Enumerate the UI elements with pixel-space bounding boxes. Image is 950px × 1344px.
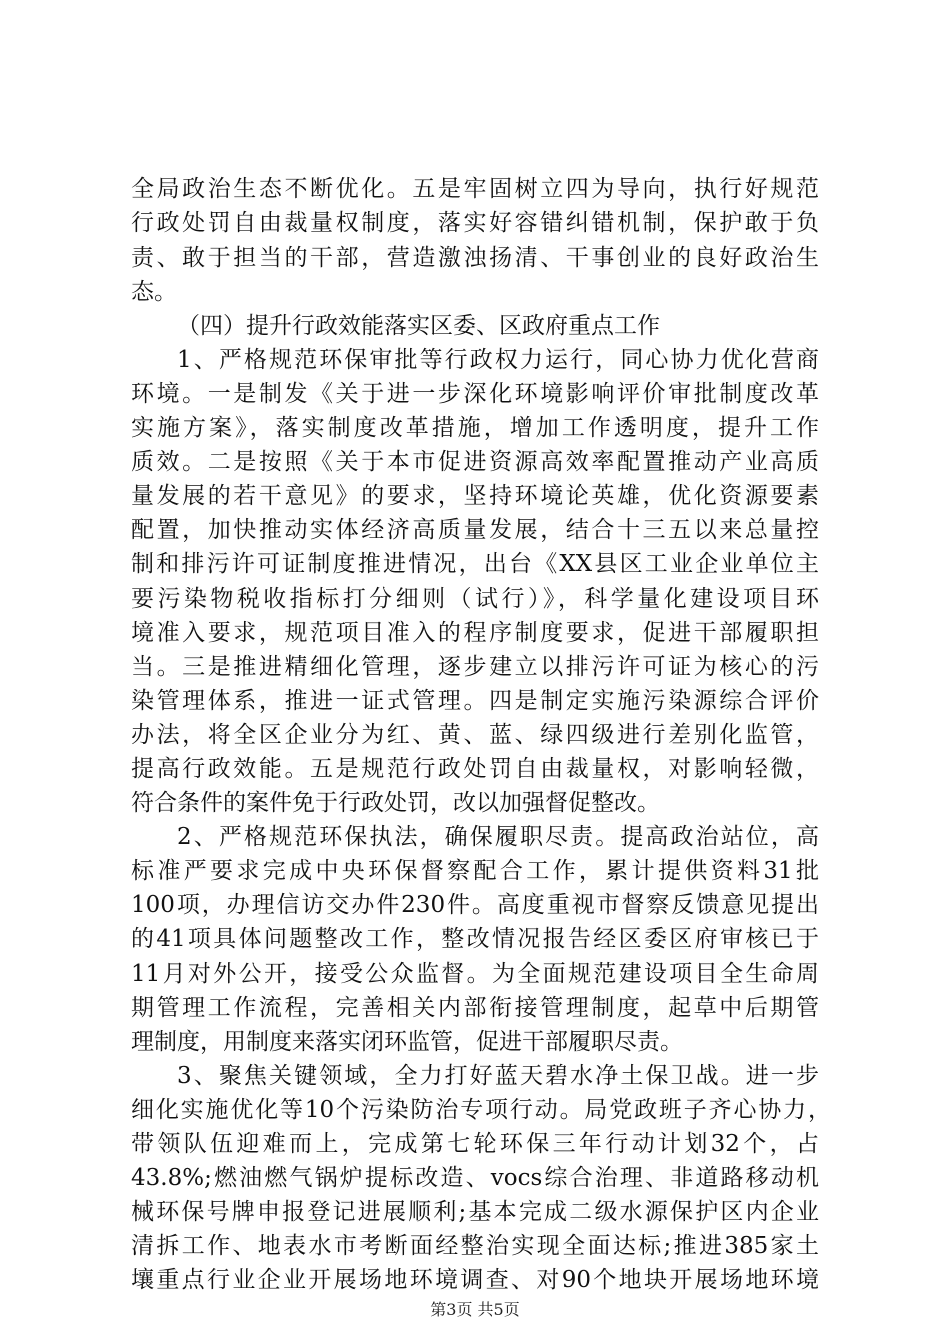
paragraph-line: 43.8%;燃油燃气锅炉提标改造、vocs综合治理、非道路移动机 xyxy=(131,1165,819,1191)
paragraph-line: 3、聚焦关键领域，全力打好蓝天碧水净土保卫战。进一步 xyxy=(177,1063,819,1089)
paragraph-line: 制和排污许可证制度推进情况，出台《XX县区工业企业单位主 xyxy=(131,551,819,577)
page-number-footer: 第3页 共5页 xyxy=(430,1300,520,1319)
paragraph-line: 清拆工作、地表水市考断面经整治实现全面达标;推进385家土 xyxy=(131,1233,819,1259)
paragraph-line: 11月对外公开，接受公众监督。为全面规范建设项目全生命周 xyxy=(131,961,819,987)
paragraph-line: 期管理工作流程，完善相关内部衔接管理制度，起草中后期管 xyxy=(131,995,819,1021)
paragraph-line: 100项，办理信访交办件230件。高度重视市督察反馈意见提出 xyxy=(131,892,819,918)
paragraph-line: 量发展的若干意见》的要求，坚持环境论英雄，优化资源要素 xyxy=(131,483,819,509)
paragraph-line: 带领队伍迎难而上，完成第七轮环保三年行动计划32个，占 xyxy=(131,1131,819,1157)
paragraph-line: 提高行政效能。五是规范行政处罚自由裁量权，对影响轻微， xyxy=(131,756,819,782)
paragraph-line: 染管理体系，推进一证式管理。四是制定实施污染源综合评价 xyxy=(131,688,819,714)
paragraph-line: 质效。二是按照《关于本市促进资源高效率配置推动产业高质 xyxy=(131,449,819,475)
paragraph-line: 境准入要求，规范项目准入的程序制度要求，促进干部履职担 xyxy=(131,620,819,646)
paragraph-line: 理制度，用制度来落实闭环监管，促进干部履职尽责。 xyxy=(131,1029,683,1055)
paragraph-line: 全局政治生态不断优化。五是牢固树立四为导向，执行好规范 xyxy=(131,176,819,202)
paragraph-line: 配置，加快推动实体经济高质量发展，结合十三五以来总量控 xyxy=(131,517,819,543)
paragraph-line: 械环保号牌申报登记进展顺利;基本完成二级水源保护区内企业 xyxy=(131,1199,819,1225)
paragraph-line: 符合条件的案件免于行政处罚，改以加强督促整改。 xyxy=(131,790,660,816)
paragraph-line: 标准严要求完成中央环保督察配合工作，累计提供资料31批 xyxy=(131,858,819,884)
paragraph-line: 实施方案》，落实制度改革措施，增加工作透明度，提升工作 xyxy=(131,415,819,441)
paragraph-line: 当。三是推进精细化管理，逐步建立以排污许可证为核心的污 xyxy=(131,654,819,680)
paragraph-line: 细化实施优化等10个污染防治专项行动。局党政班子齐心协力， xyxy=(131,1097,831,1123)
paragraph-line: 行政处罚自由裁量权制度，落实好容错纠错机制，保护敢于负 xyxy=(131,210,819,236)
section-heading: （四）提升行政效能落实区委、区政府重点工作 xyxy=(177,313,660,339)
paragraph-line: 1、严格规范环保审批等行政权力运行，同心协力优化营商 xyxy=(177,347,819,373)
paragraph-line: 的41项具体问题整改工作，整改情况报告经区委区府审核已于 xyxy=(131,926,819,952)
paragraph-line: 责、敢于担当的干部，营造激浊扬清、干事创业的良好政治生 xyxy=(131,245,819,271)
paragraph-line: 办法，将全区企业分为红、黄、蓝、绿四级进行差别化监管， xyxy=(131,722,819,748)
paragraph-line: 态。 xyxy=(131,279,177,305)
paragraph-line: 2、严格规范环保执法，确保履职尽责。提高政治站位，高 xyxy=(177,824,819,850)
paragraph-line: 要污染物税收指标打分细则（试行）》，科学量化建设项目环 xyxy=(131,586,819,612)
paragraph-line: 壤重点行业企业开展场地环境调查、对90个地块开展场地环境 xyxy=(131,1267,819,1293)
paragraph-line: 环境。一是制发《关于进一步深化环境影响评价审批制度改革 xyxy=(131,381,819,407)
